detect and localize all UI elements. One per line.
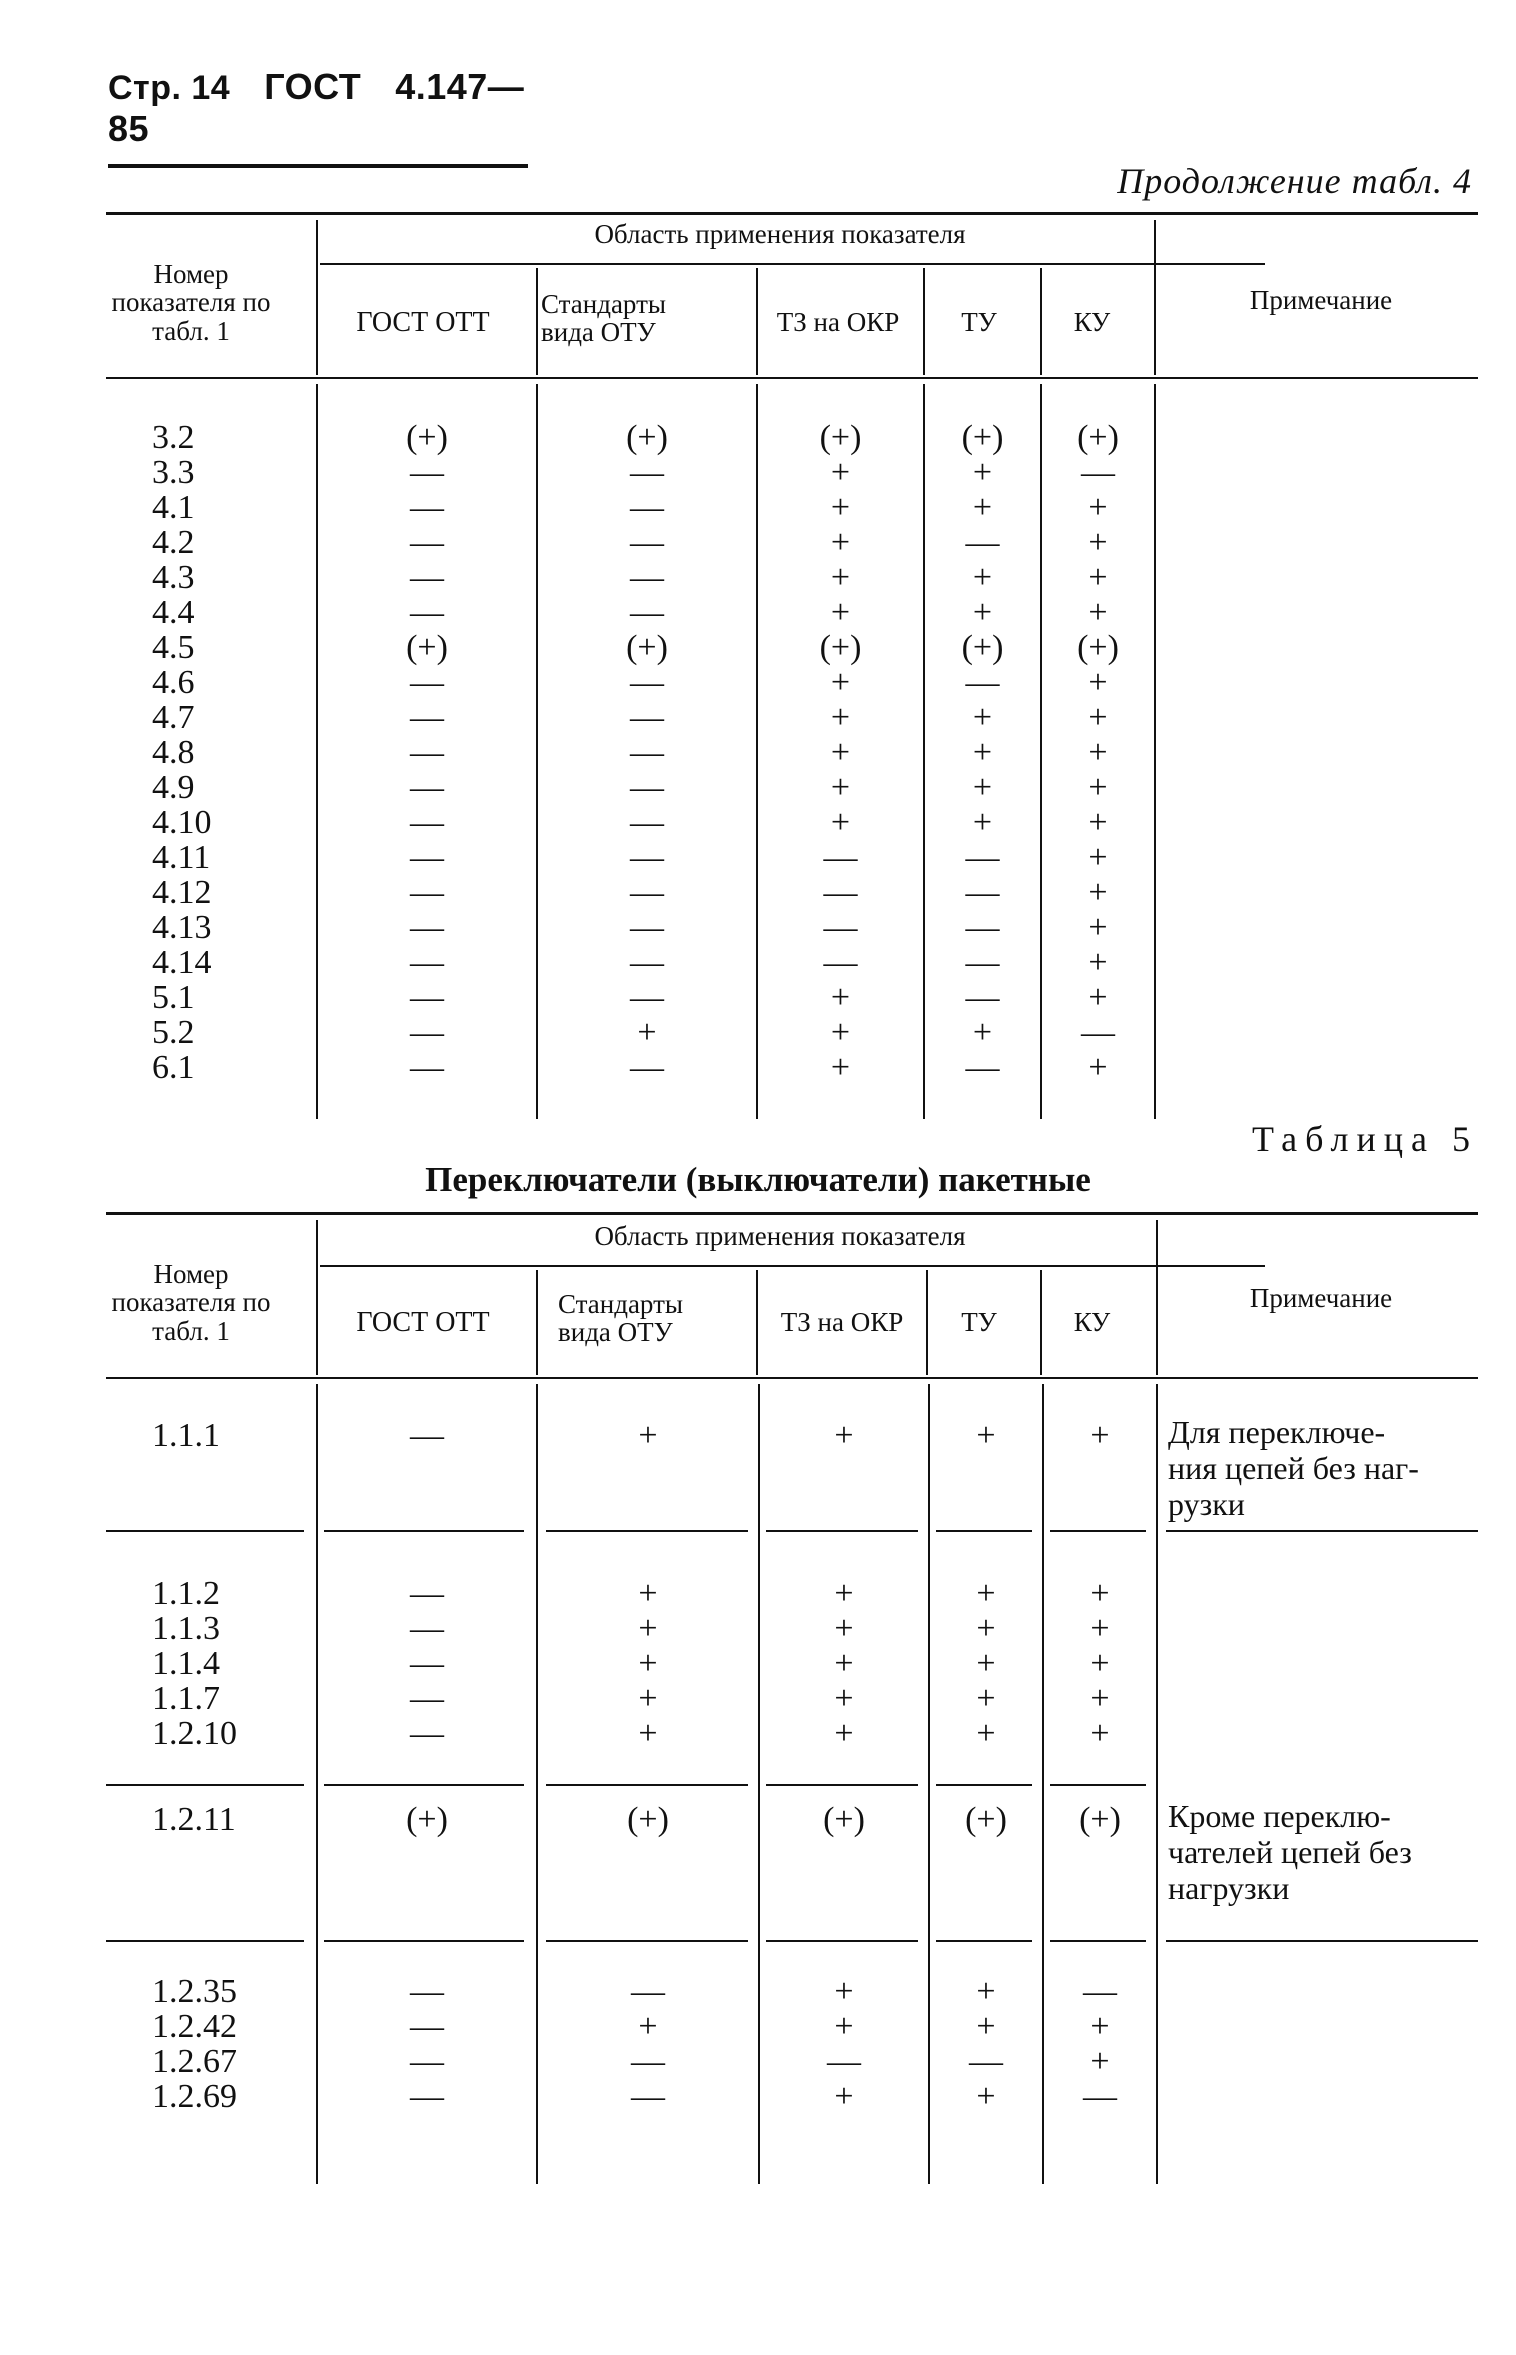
table-cell: — [410, 454, 444, 491]
cell-note: Кроме переклю- чателей цепей без нагрузки [1168, 1798, 1412, 1906]
group-separator [106, 1784, 304, 1786]
table-cell: + [830, 559, 851, 596]
cell-tu: + [976, 2008, 996, 2045]
cell-number: 1.1.4 [152, 1645, 220, 1682]
vline [923, 268, 925, 375]
table-cell: — [965, 944, 1000, 981]
group-separator [766, 1940, 918, 1942]
table-cell: — [630, 594, 664, 631]
table-cell: — [965, 664, 1000, 701]
col-otu [538, 420, 756, 1085]
table-cell: 4.7 [152, 699, 195, 736]
vline [536, 268, 538, 375]
table-cell: + [1088, 944, 1108, 981]
header-otu: Стандарты вида ОТУ [541, 289, 667, 348]
header-number: Номер показателя по табл. 1 [111, 259, 271, 346]
table-cell: (+) [819, 419, 862, 456]
cell-gost-ott: — [410, 1973, 444, 2010]
group-separator [546, 1940, 748, 1942]
table-cell: + [830, 489, 851, 526]
header-tz: ТЗ на ОКР [780, 1307, 904, 1337]
table-cell: — [965, 839, 1000, 876]
table-cell: 4.6 [152, 664, 195, 701]
col-gost-ott [318, 420, 536, 1085]
table-cell: (+) [961, 419, 1004, 456]
standard-number: 4.147—85 [108, 66, 525, 149]
table-cell: — [630, 454, 664, 491]
header-ku: КУ [1073, 307, 1111, 337]
table-cell: + [972, 804, 993, 841]
header-note: Примечание [1249, 285, 1393, 315]
cell-otu: + [638, 2008, 658, 2045]
vline [316, 1220, 318, 1375]
table-cell: + [1088, 489, 1108, 526]
table-cell: — [630, 559, 664, 596]
table-cell: 6.1 [152, 1049, 195, 1086]
page-label: Стр. 14 [108, 69, 231, 107]
cell-tz: + [834, 1610, 854, 1647]
table-cell: 5.2 [152, 1014, 195, 1051]
header-tz: ТЗ на ОКР [776, 307, 900, 337]
vline [756, 268, 758, 375]
header-otu: Стандарты вида ОТУ [558, 1289, 684, 1348]
cell-tu: + [976, 1575, 996, 1612]
cell-gost-ott: — [410, 2043, 444, 2080]
table-cell: — [410, 489, 444, 526]
table-cell: — [630, 769, 664, 806]
group-separator [936, 1940, 1032, 1942]
table-cell: + [972, 1014, 993, 1051]
cell-gost-ott: (+) [406, 1801, 448, 1838]
table-cell: + [1088, 874, 1108, 911]
table-cell: — [410, 839, 444, 876]
cell-number: 1.2.35 [152, 1973, 237, 2010]
cell-gost-ott-group [318, 1802, 536, 1837]
table-cell: 4.8 [152, 734, 195, 771]
group-separator [936, 1784, 1032, 1786]
table-cell: — [630, 489, 664, 526]
cell-tu: + [976, 1973, 996, 2010]
table-cell: 4.10 [152, 804, 212, 841]
vline [1040, 1270, 1042, 1375]
table-cell: — [410, 944, 444, 981]
table-cell: — [965, 524, 1000, 561]
cell-ku: + [1090, 1417, 1110, 1454]
cell-number: 1.1.1 [152, 1417, 220, 1454]
table-cell: (+) [406, 629, 448, 666]
table-cell: + [830, 769, 851, 806]
cell-number: 1.1.2 [152, 1575, 220, 1612]
cell-number: 1.2.69 [152, 2078, 237, 2115]
cell-gost-ott: — [410, 1417, 444, 1454]
table-cell: — [823, 909, 858, 946]
table-cell: — [965, 909, 1000, 946]
cell-ku-group [1044, 1974, 1156, 2114]
cell-number: 1.2.67 [152, 2043, 237, 2080]
cell-ku: + [1090, 2008, 1110, 2045]
cell-tu-group [930, 1802, 1042, 1837]
table-cell: 4.9 [152, 769, 195, 806]
cell-number: 1.1.3 [152, 1610, 220, 1647]
table-cell: — [410, 909, 444, 946]
cell-ku: + [1090, 1575, 1110, 1612]
header-bottom-rule [106, 377, 1478, 379]
table-cell: + [830, 594, 851, 631]
table-cell: + [637, 1014, 657, 1051]
cell-gost-ott: — [410, 1610, 444, 1647]
table-cell: + [1088, 524, 1108, 561]
vline [756, 1270, 758, 1375]
cell-tz: + [834, 1715, 854, 1752]
table-5-title: Переключатели (выключатели) пакетные [425, 1160, 1091, 1199]
table-cell: + [830, 1014, 851, 1051]
continuation-label: Продолжение табл. 4 [1117, 161, 1472, 201]
table-cell: 3.2 [152, 419, 195, 456]
cell-tz-group [760, 1576, 928, 1751]
table-cell: + [830, 664, 851, 701]
table-cell: — [630, 944, 664, 981]
group-separator [1050, 1530, 1146, 1532]
col-tz [758, 420, 923, 1085]
header-number: Номер показателя по табл. 1 [111, 1259, 271, 1346]
table-cell: (+) [961, 629, 1004, 666]
table-cell: (+) [626, 629, 668, 666]
col-tu [925, 420, 1040, 1085]
header-gost-ott: ГОСТ ОТТ [356, 307, 490, 338]
cell-number-group [152, 1576, 302, 1751]
cell-tz: + [834, 1680, 854, 1717]
table-cell: — [410, 874, 444, 911]
vline [1156, 1384, 1158, 2184]
table-cell: + [1088, 909, 1108, 946]
cell-otu-group [538, 1418, 758, 1453]
table-5-label: Таблица 5 [1252, 1119, 1478, 1159]
group-separator [1050, 1940, 1146, 1942]
cell-tu: (+) [965, 1801, 1007, 1838]
cell-tu: + [976, 1610, 996, 1647]
cell-ku: — [1083, 1973, 1117, 2010]
cell-otu: + [638, 1417, 658, 1454]
cell-otu: + [638, 1680, 658, 1717]
page-header [108, 66, 528, 168]
table-cell: — [630, 664, 664, 701]
table-cell: + [830, 524, 851, 561]
table-cell: + [1088, 804, 1108, 841]
cell-gost-ott: — [410, 1715, 444, 1752]
cell-tz: — [827, 2043, 861, 2080]
vline [1154, 220, 1156, 375]
cell-gost-ott-group [318, 1418, 536, 1453]
header-area: Область применения показателя [594, 1221, 966, 1251]
table-cell: — [410, 524, 444, 561]
cell-tz: + [834, 1973, 854, 2010]
table-cell: + [830, 699, 851, 736]
table-cell: + [1088, 559, 1108, 596]
header-tu: ТУ [961, 1307, 997, 1337]
cell-otu: + [638, 1715, 658, 1752]
cell-otu: + [638, 1645, 658, 1682]
cell-number: 1.2.42 [152, 2008, 237, 2045]
cell-number: 1.2.10 [152, 1715, 237, 1752]
table-4 [106, 212, 1478, 1122]
table-cell: — [965, 874, 1000, 911]
cell-otu: (+) [627, 1801, 669, 1838]
table-cell: — [823, 944, 858, 981]
group-separator [766, 1530, 918, 1532]
note-separator [1166, 1530, 1478, 1532]
table-cell: (+) [406, 419, 448, 456]
cell-ku-group [1044, 1802, 1156, 1837]
cell-tz-group [760, 1418, 928, 1453]
cell-ku: + [1090, 2043, 1110, 2080]
cell-otu: + [638, 1610, 658, 1647]
table-cell: + [1088, 594, 1108, 631]
table-cell: 5.1 [152, 979, 195, 1016]
table-cell: + [972, 699, 993, 736]
table-cell: — [630, 804, 664, 841]
header-note: Примечание [1249, 1283, 1393, 1313]
vline [926, 1270, 928, 1375]
table-cell: — [965, 979, 1000, 1016]
table-cell: 4.5 [152, 629, 195, 666]
group-separator [936, 1530, 1032, 1532]
col-number [152, 420, 302, 1085]
group-separator [106, 1940, 304, 1942]
table-cell: — [630, 734, 664, 771]
cell-tz: + [834, 1575, 854, 1612]
cell-ku: + [1090, 1610, 1110, 1647]
cell-number: 1.1.7 [152, 1680, 220, 1717]
cell-tu-group [930, 1418, 1042, 1453]
cell-tu: + [976, 1715, 996, 1752]
cell-otu: — [631, 2078, 665, 2115]
cell-otu: — [631, 2043, 665, 2080]
table-cell: — [630, 1049, 664, 1086]
cell-number-group [152, 1974, 302, 2114]
cell-tz: + [834, 1645, 854, 1682]
group-separator [1050, 1784, 1146, 1786]
table-cell: + [1088, 664, 1108, 701]
table-cell: + [972, 594, 993, 631]
cell-gost-ott-group [318, 1974, 536, 2114]
cell-ku: + [1090, 1680, 1110, 1717]
header-gost-ott: ГОСТ ОТТ [356, 1307, 490, 1338]
table-cell: — [630, 699, 664, 736]
cell-otu-group [538, 1802, 758, 1837]
table-cell: (+) [626, 419, 668, 456]
table-cell: — [630, 909, 664, 946]
cell-tu: — [969, 2043, 1003, 2080]
table-cell: — [630, 839, 664, 876]
standard-prefix: ГОСТ [264, 66, 362, 107]
vline [536, 1270, 538, 1375]
group-separator [324, 1784, 524, 1786]
group-separator [324, 1530, 524, 1532]
table-cell: — [410, 1049, 444, 1086]
vline [1156, 1220, 1158, 1375]
table-cell: — [410, 979, 444, 1016]
vline [1040, 268, 1042, 375]
table-cell: + [972, 734, 993, 771]
vline [316, 220, 318, 375]
group-separator [324, 1940, 524, 1942]
table-cell: 4.11 [152, 839, 211, 876]
cell-tu: + [976, 1645, 996, 1682]
cell-note: Для переключе- ния цепей без наг- рузки [1168, 1414, 1419, 1522]
table-cell: 3.3 [152, 454, 195, 491]
cell-tu-group [930, 1974, 1042, 2114]
table-cell: + [830, 734, 851, 771]
header-tu: ТУ [961, 307, 997, 337]
cell-number-group [152, 1802, 302, 1837]
table-5 [106, 1212, 1478, 2212]
group-separator [106, 1530, 304, 1532]
cell-otu-group [538, 1974, 758, 2114]
table-cell: — [965, 1049, 1000, 1086]
table-cell: 4.12 [152, 874, 212, 911]
cell-gost-ott: — [410, 1645, 444, 1682]
cell-tz: + [834, 2078, 854, 2115]
table-cell: + [972, 489, 993, 526]
cell-ku: + [1090, 1715, 1110, 1752]
table-cell: + [972, 454, 993, 491]
table-cell: — [630, 524, 664, 561]
cell-otu-group [538, 1576, 758, 1751]
cell-tu-group [930, 1576, 1042, 1751]
table-cell: — [1081, 1014, 1115, 1051]
group-separator [546, 1530, 748, 1532]
cell-tu: + [976, 1680, 996, 1717]
cell-gost-ott: — [410, 2008, 444, 2045]
table-cell: + [972, 769, 993, 806]
table-cell: + [972, 559, 993, 596]
table-cell: + [1088, 734, 1108, 771]
cell-gost-ott: — [410, 1575, 444, 1612]
table-cell: + [830, 979, 851, 1016]
table-cell: (+) [1077, 629, 1119, 666]
col-ku [1042, 420, 1154, 1085]
table-cell: — [410, 594, 444, 631]
table-cell: (+) [819, 629, 862, 666]
table-cell: — [410, 769, 444, 806]
table-cell: — [630, 874, 664, 911]
table-cell: + [1088, 1049, 1108, 1086]
cell-tu: + [976, 2078, 996, 2115]
table-cell: 4.3 [152, 559, 195, 596]
cell-tz-group [760, 1974, 928, 2114]
cell-tz: + [834, 1417, 854, 1454]
note-separator [1166, 1940, 1478, 1942]
table-cell: — [630, 979, 664, 1016]
table-cell: — [410, 559, 444, 596]
table-cell: — [410, 664, 444, 701]
cell-gost-ott: — [410, 2078, 444, 2115]
table-cell: 4.4 [152, 594, 195, 631]
table-cell: + [1088, 699, 1108, 736]
header-area-rule [320, 263, 1265, 265]
cell-gost-ott-group [318, 1576, 536, 1751]
table-cell: — [823, 839, 858, 876]
cell-tu: + [976, 1417, 996, 1454]
cell-tz: (+) [823, 1801, 865, 1838]
table-cell: + [1088, 769, 1108, 806]
table-cell: + [830, 454, 851, 491]
cell-ku: — [1083, 2078, 1117, 2115]
table-top-rule [106, 1212, 1478, 1215]
cell-ku: + [1090, 1645, 1110, 1682]
cell-tz-group [760, 1802, 928, 1837]
table-cell: 4.1 [152, 489, 195, 526]
table-cell: — [410, 734, 444, 771]
header-area-rule [320, 1265, 1265, 1267]
cell-ku-group [1044, 1418, 1156, 1453]
cell-ku-group [1044, 1576, 1156, 1751]
table-cell: 4.13 [152, 909, 212, 946]
cell-number: 1.2.11 [152, 1801, 236, 1838]
cell-ku: (+) [1079, 1801, 1121, 1838]
table-cell: 4.14 [152, 944, 212, 981]
table-cell: 4.2 [152, 524, 195, 561]
table-cell: — [410, 804, 444, 841]
group-separator [766, 1784, 918, 1786]
cell-otu: — [631, 1973, 665, 2010]
group-separator [546, 1784, 748, 1786]
header-ku: КУ [1073, 1307, 1111, 1337]
table-cell: — [1081, 454, 1115, 491]
table-cell: + [830, 1049, 851, 1086]
table-top-rule [106, 212, 1478, 215]
table-cell: + [1088, 839, 1108, 876]
cell-number-group [152, 1418, 302, 1453]
cell-gost-ott: — [410, 1680, 444, 1717]
table-cell: — [410, 699, 444, 736]
table-cell: + [1088, 979, 1108, 1016]
table-cell: — [410, 1014, 444, 1051]
table-cell: (+) [1077, 419, 1119, 456]
vline [1154, 384, 1156, 1119]
header-bottom-rule [106, 1377, 1478, 1379]
table-cell: — [823, 874, 858, 911]
header-area: Область применения показателя [594, 219, 966, 249]
cell-otu: + [638, 1575, 658, 1612]
table-cell: + [830, 804, 851, 841]
cell-tz: + [834, 2008, 854, 2045]
